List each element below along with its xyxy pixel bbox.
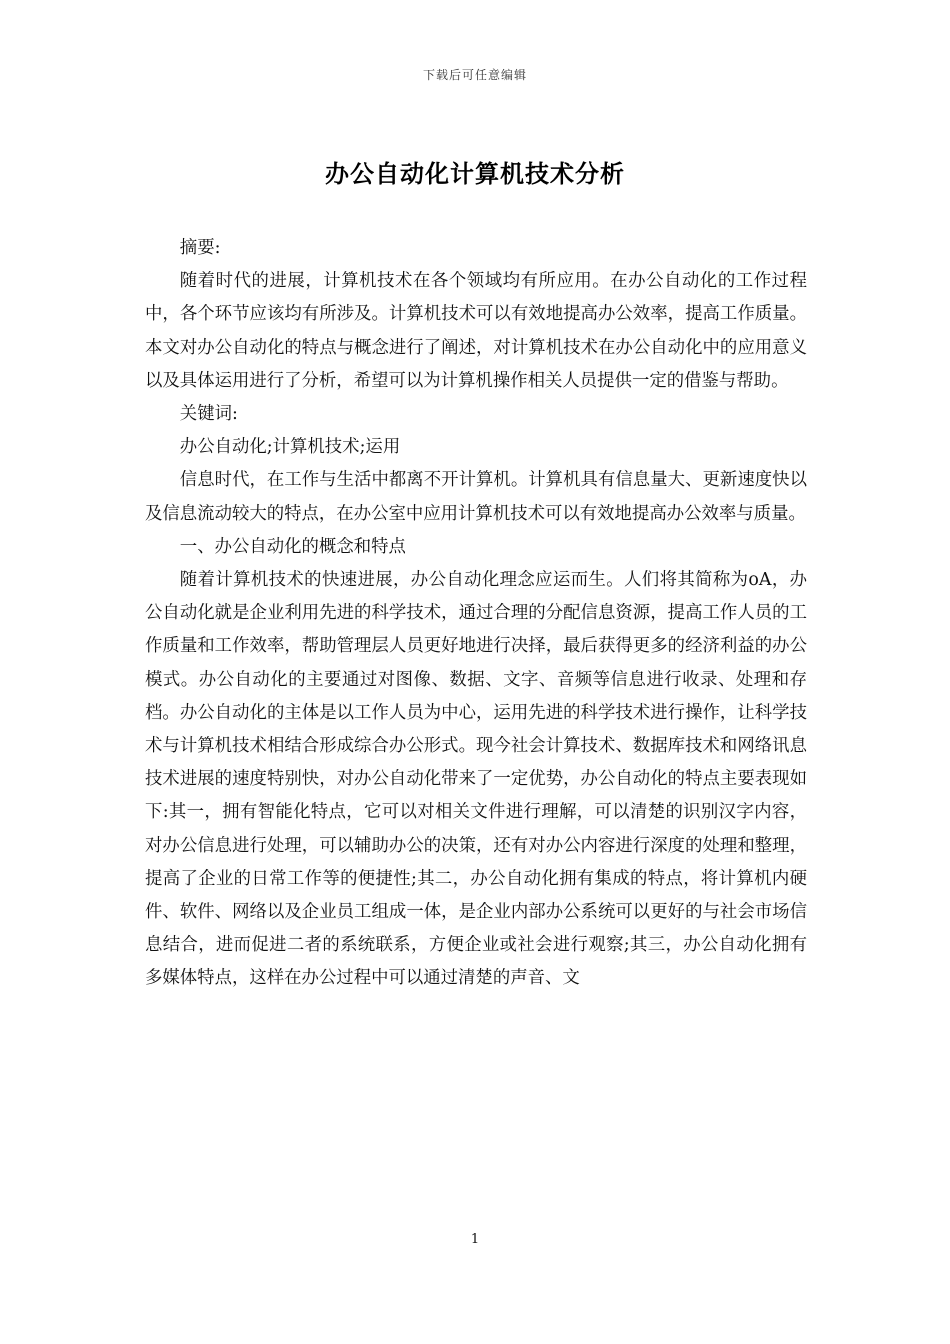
document-title: 办公自动化计算机技术分析 (325, 160, 625, 188)
keywords-list: 办公自动化;计算机技术;运用 (179, 437, 401, 458)
keywords-heading: 关键词: (179, 404, 238, 425)
section-paragraph: 随着计算机技术的快速进展，办公自动化理念应运而生。人们将其简称为oA，办公自动化就是企业利用先进的科学技术，通过合理的分配信息资源，提高工作人员的工作质量和工作效率，帮助管理层人员更好地进行决择，最后获得更多的经济利益的办公模式。办公自动化的主要通过对图像、数据、文字、音频等信息进行收录、处理和存档。办公自动化的主体是以工作人员为中心，运用先进的科学技术进行操作，让科学技术与计算机技术相结合形成综合办公形式。现今社会计算技术、数据库技术和网络讯息技术进展的速度特别快，对办公自动化带来了一定优势，办公自动化的特点主要表现如下:其一，拥有智能化特点，它可以对相关文件进行理解，可以清楚的识别汉字内容，对办公信息进行处理，可以辅助办公的决策，还有对办公内容进行深度的处理和整理，提高了企业的日常工作等的便捷性;其二，办公自动化拥有集成的特点，将计算机内硬件、软件、网络以及企业员工组成一体，是企业内部办公系统可以更好的与社会市场信息结合，进而促进二者的系统联系，方便企业或社会进行观察;其三，办公自动化拥有多媒体特点，这样在办公过程中可以通过清楚的声音、文 (145, 570, 807, 989)
page-number: 1 (470, 1232, 480, 1247)
header-note: 下载后可任意编辑 (422, 68, 527, 82)
abstract-heading: 摘要: (179, 238, 221, 258)
section-heading: 一、办公自动化的概念和特点 (179, 536, 406, 557)
document-body (145, 232, 807, 996)
abstract-paragraph: 随着时代的进展，计算机技术在各个领域均有所应用。在办公自动化的工作过程中，各个环节应该均有所涉及。计算机技术可以有效地提高办公效率，提高工作质量。本文对办公自动化的特点与概念进行了阐述，对计算机技术在办公自动化中的应用意义以及具体运用进行了分析，希望可以为计算机操作相关人员提供一定的借鉴与帮助。 (145, 271, 807, 391)
intro-paragraph: 信息时代，在工作与生活中都离不开计算机。计算机具有信息量大、更新速度快以及信息流动较大的特点，在办公室中应用计算机技术可以有效地提高办公效率与质量。 (145, 470, 807, 524)
